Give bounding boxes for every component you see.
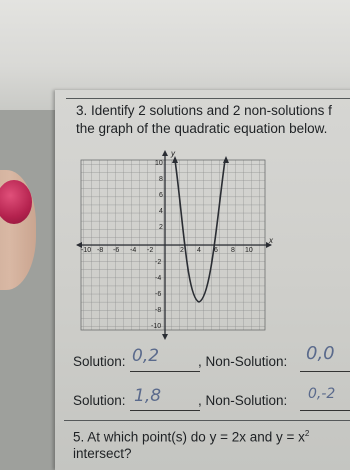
non-solution-label-1: , Non-Solution: — [198, 354, 288, 369]
y-tick-label: -6 — [155, 291, 162, 298]
question-5-superscript: 2 — [304, 429, 310, 438]
solution-value-2: 1,8 — [134, 386, 162, 406]
x-tick-label: -8 — [97, 247, 104, 254]
question-3-line-1: 3. Identify 2 solutions and 2 non-solutions f — [76, 103, 332, 118]
question-5-line-1 — [73, 429, 309, 445]
y-tick-label: 4 — [159, 208, 163, 215]
x-axis-label: x — [269, 236, 273, 245]
x-tick-label: 10 — [245, 247, 253, 254]
non-solution-blank-1 — [300, 371, 350, 372]
question-3-line-2: the graph of the quadratic equation below. — [76, 121, 328, 136]
x-tick-label: 6 — [214, 247, 218, 254]
solution-blank-1 — [130, 371, 200, 372]
y-tick-label: -10 — [151, 323, 162, 330]
y-tick-label: 10 — [155, 160, 163, 167]
y-tick-label: 6 — [159, 192, 163, 199]
coordinate-graph — [75, 148, 275, 343]
bottom-divider — [64, 420, 350, 421]
question-5-line-2: intersect? — [73, 446, 132, 461]
x-tick-label: 4 — [197, 247, 201, 254]
top-divider — [66, 98, 350, 99]
y-axis-arrow-down — [162, 334, 168, 340]
non-solution-blank-2 — [300, 410, 350, 411]
y-axis-label: y — [171, 149, 175, 158]
x-tick-label: -4 — [130, 247, 137, 254]
y-tick-label: 8 — [159, 176, 163, 183]
question-5-text: 5. At which point(s) do y = 2x and y = x — [73, 429, 305, 445]
non-solution-label-2: , Non-Solution: — [198, 393, 288, 408]
solution-label-2: Solution: — [73, 393, 126, 408]
y-axis-arrow-up — [162, 150, 168, 156]
curve-arrow-right — [223, 156, 229, 163]
x-tick-label: -2 — [147, 247, 154, 254]
solution-value-1: 0,2 — [132, 346, 160, 366]
solution-blank-2 — [130, 410, 200, 411]
solution-label-1: Solution: — [73, 354, 126, 369]
non-solution-value-1: 0,0 — [306, 343, 335, 364]
x-tick-label: 8 — [231, 247, 235, 254]
x-tick-label: -10 — [81, 247, 92, 254]
x-tick-label: 2 — [180, 247, 184, 254]
non-solution-value-2: 0,-2 — [308, 386, 336, 402]
y-tick-label: 2 — [159, 224, 163, 231]
y-tick-label: -4 — [155, 275, 162, 282]
x-tick-label: -6 — [113, 247, 120, 254]
y-tick-label: -2 — [155, 259, 162, 266]
y-tick-label: -8 — [155, 307, 162, 314]
